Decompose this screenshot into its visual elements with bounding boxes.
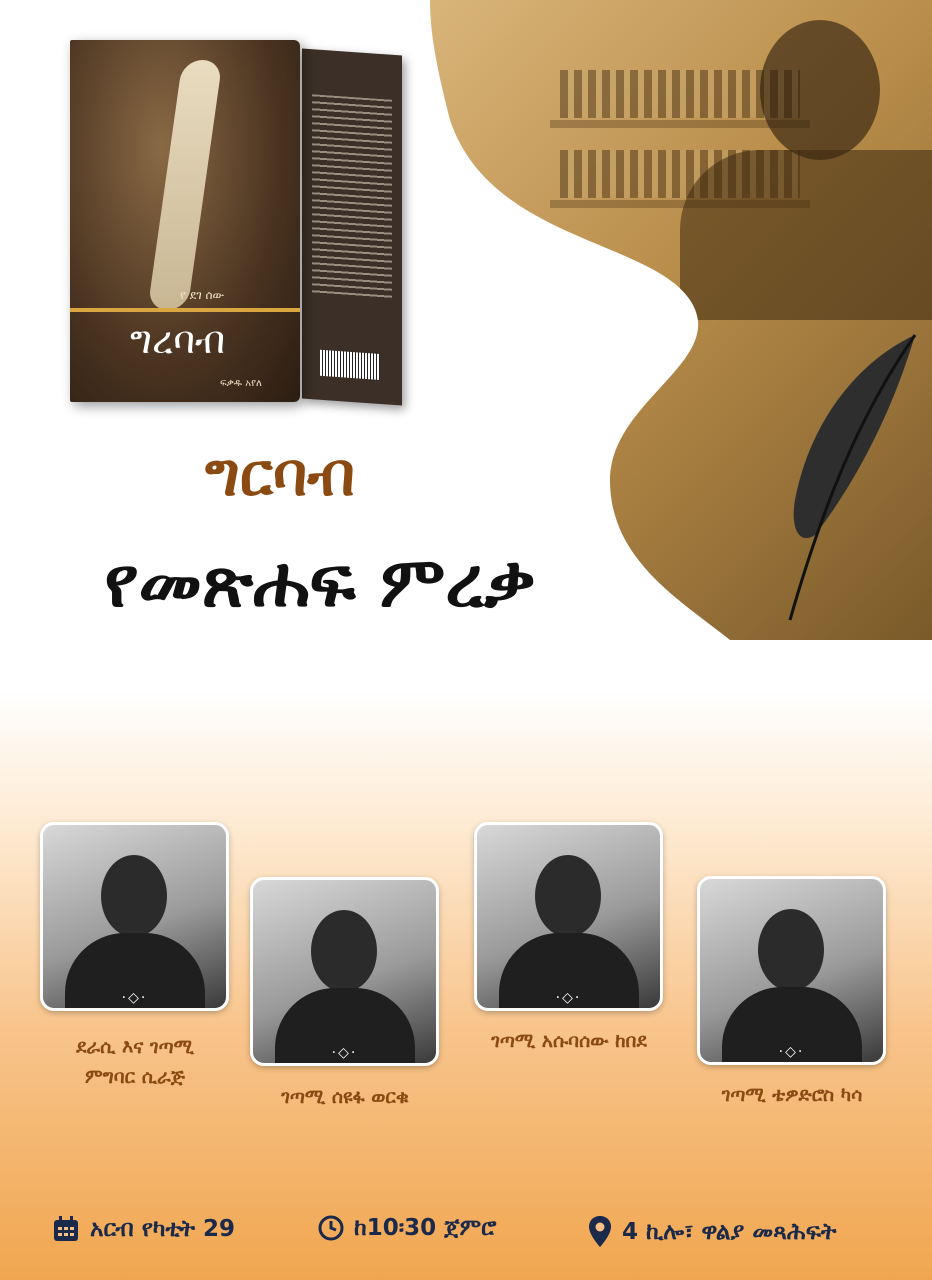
event-date-text: አርብ የካቲት 29: [90, 1216, 235, 1242]
book-name-heading: ግርባብ: [205, 440, 355, 510]
ornament-icon: ·◇·: [331, 1045, 358, 1061]
speaker-name-3: ገጣሚ አሱባሰው ከበደ: [491, 1030, 647, 1052]
speaker-photo-2: [250, 877, 439, 1066]
event-details-footer: [0, 1215, 932, 1259]
feather-quill-icon: [770, 330, 920, 630]
ornament-icon: ·◇·: [778, 1044, 805, 1060]
book-back-cover: [302, 49, 402, 406]
speaker-photo-3: [474, 822, 663, 1011]
book-cover-title: ግረባብ: [130, 318, 226, 362]
map-pin-icon: [588, 1215, 612, 1249]
book-cover-subtitle: የ ደገ ሰው: [180, 288, 225, 302]
speaker-name-2: ገጣሚ ሰዩፋ ወርቁ: [281, 1086, 409, 1108]
barcode-icon: [320, 350, 380, 380]
speaker-name-1: ደራሲ እና ገጣሚ ምግባር ሲራጅ: [76, 1036, 194, 1088]
speaker-photo-4: [697, 876, 886, 1065]
clock-icon: [318, 1215, 344, 1241]
ornament-icon: ·◇·: [121, 990, 148, 1006]
book-cover-author: ፍቃዱ አየለ: [220, 378, 262, 389]
speaker-photo-1: [40, 822, 229, 1011]
event-location-text: 4 ኪሎ፣ ዋልያ መጻሕፍት: [622, 1219, 837, 1245]
event-title-heading: የመጽሐፍ ምረቃ: [104, 540, 536, 623]
book-front-cover: [70, 40, 300, 402]
event-location: [588, 1215, 836, 1249]
ornament-icon: ·◇·: [555, 990, 582, 1006]
book-mockup: [70, 40, 410, 405]
event-date: [52, 1215, 235, 1243]
speaker-name-4: ገጣሚ ቴዎድሮስ ካሳ: [721, 1084, 863, 1106]
calendar-icon: [52, 1215, 80, 1243]
event-time-text: ከ10፡30 ጀምሮ: [354, 1215, 497, 1241]
event-time: [318, 1215, 496, 1241]
